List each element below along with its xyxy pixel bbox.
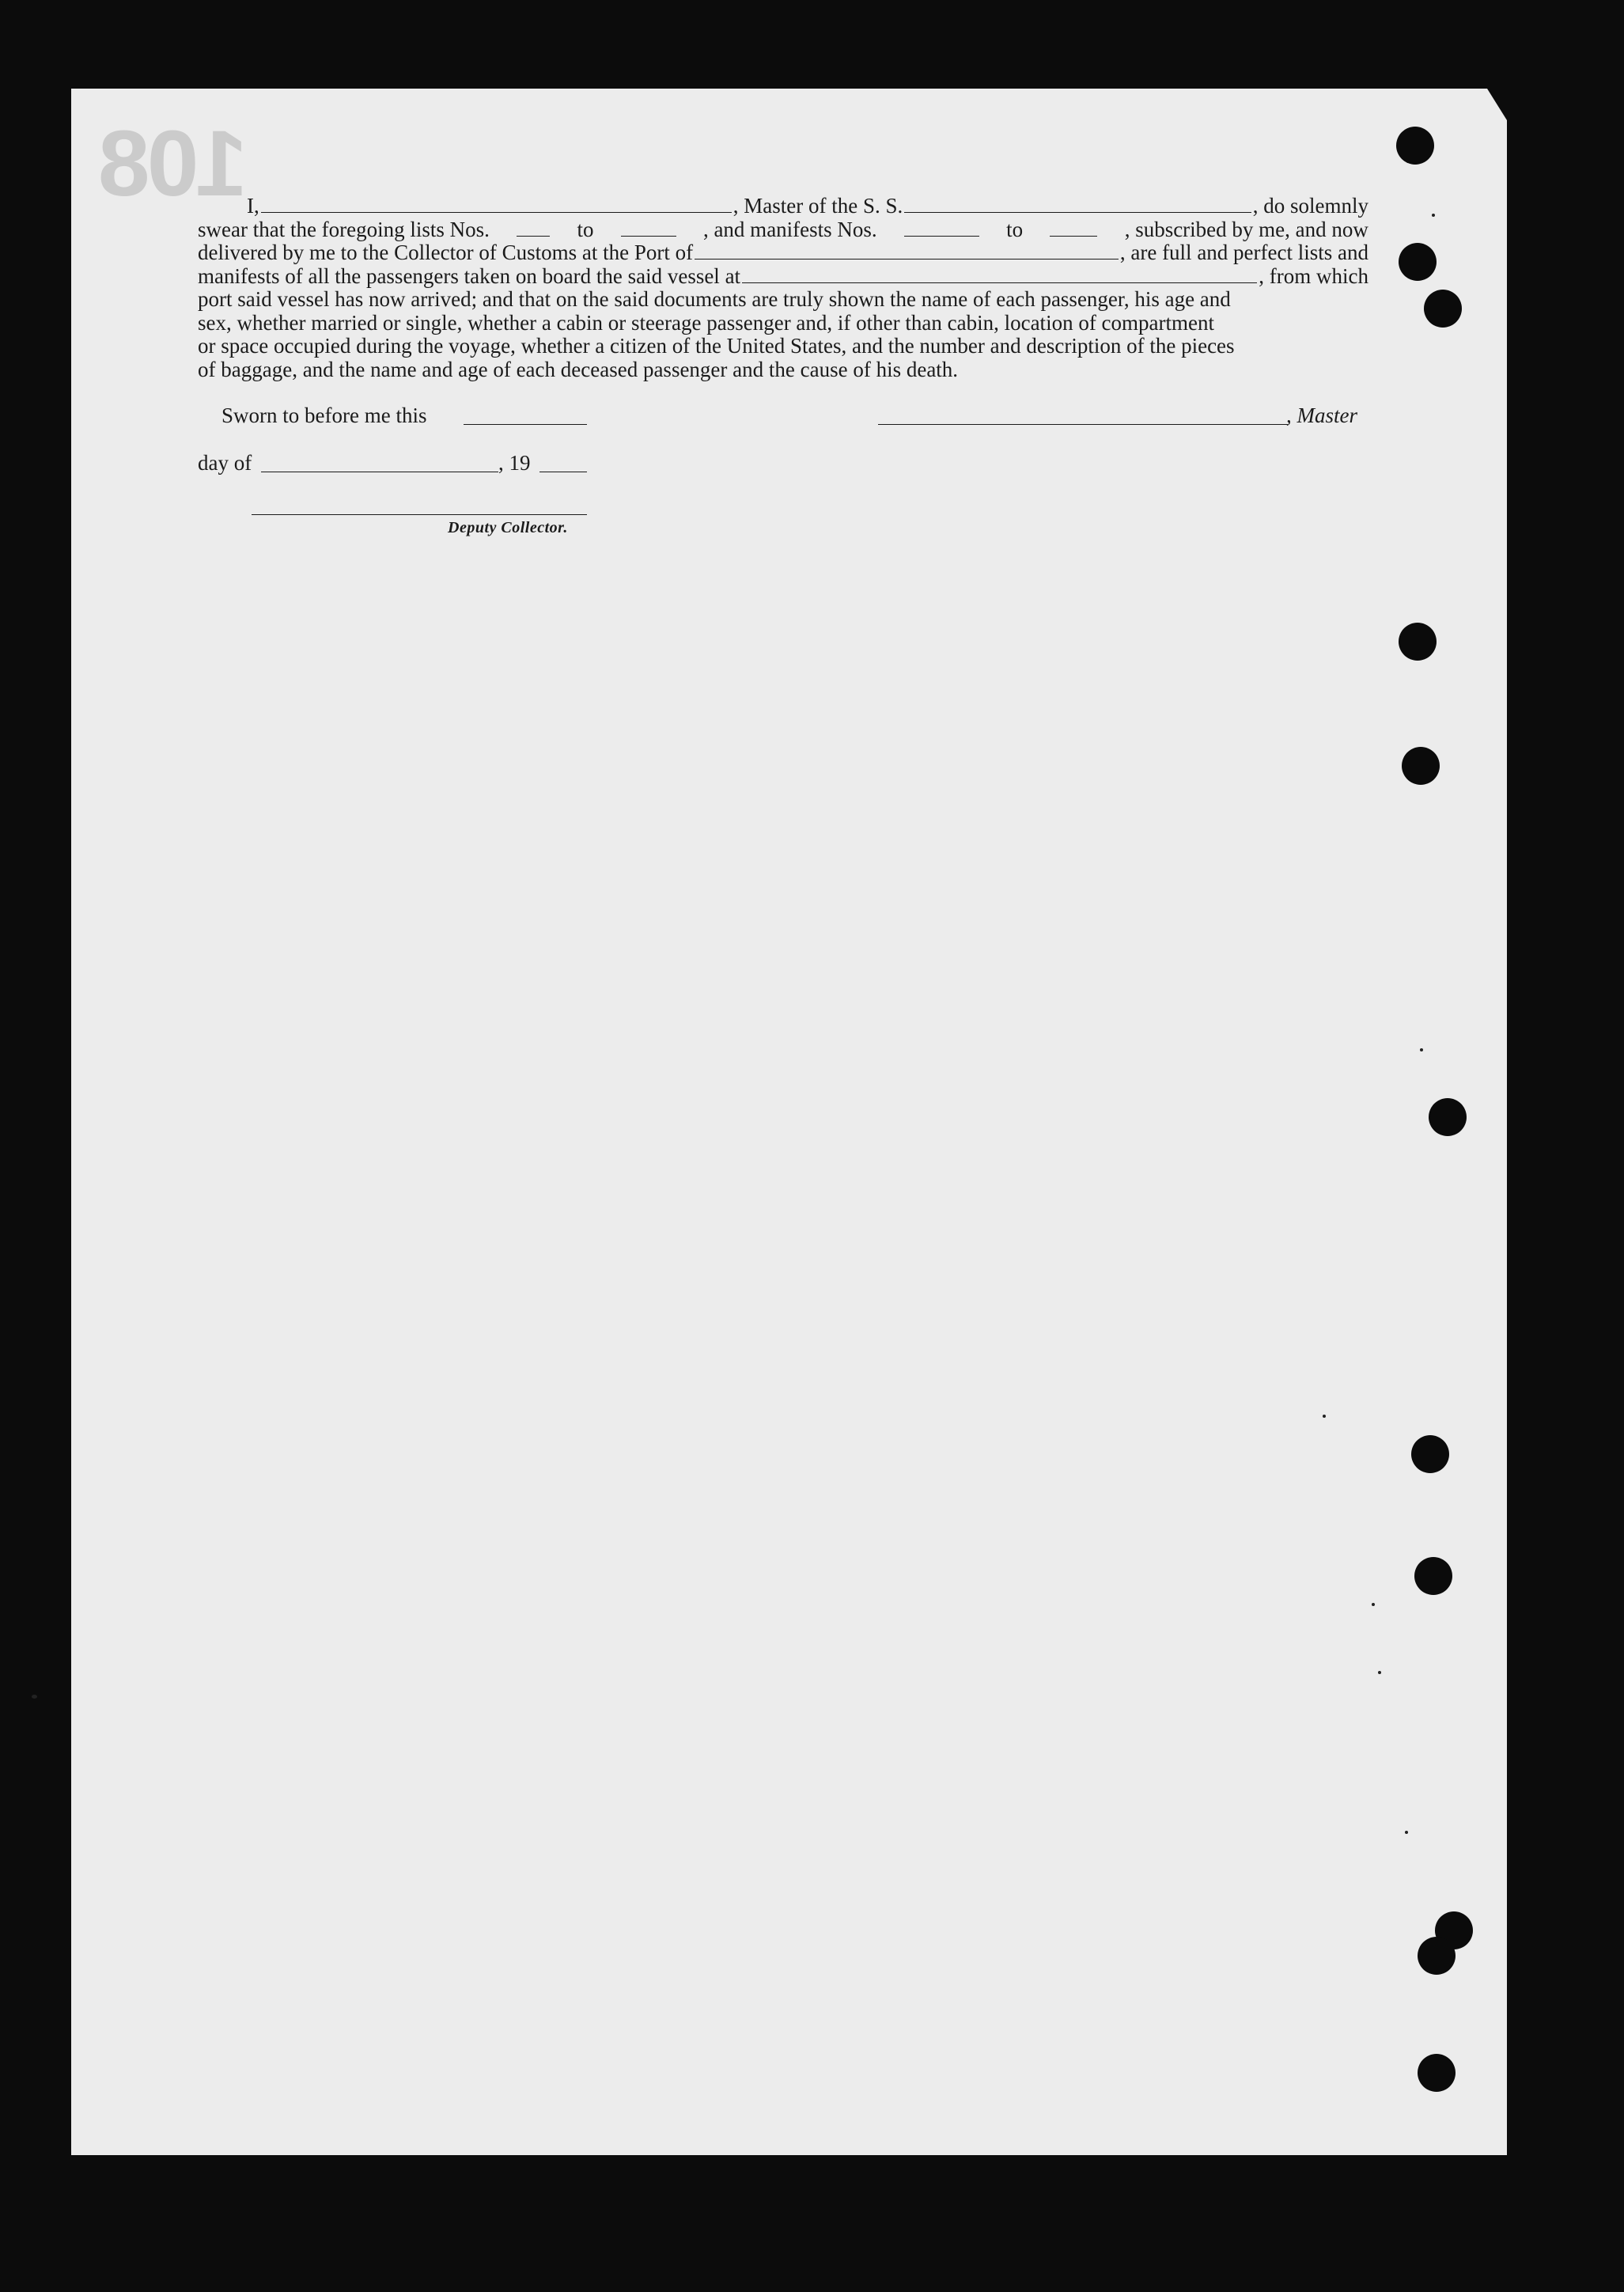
paper-speck xyxy=(1372,1603,1375,1606)
lists-to-blank[interactable] xyxy=(621,235,676,237)
paper-speck xyxy=(1432,214,1435,217)
form-sheet xyxy=(71,89,1507,2155)
master-name-blank[interactable] xyxy=(261,211,732,213)
oath-line-2: swear that the foregoing lists Nos. to , and manifests Nos. to , subscribed by me, and now xyxy=(198,217,1368,241)
manifests-to-blank[interactable] xyxy=(1050,235,1097,237)
oath-line-6: sex, whether married or single, whether a cabin or steerage passenger and, if other than cabin, location of compartment xyxy=(198,310,1215,335)
oath-line-4: manifests of all the passengers taken on board the said vessel at , from which xyxy=(198,263,1368,288)
oath-paragraph xyxy=(198,195,1368,381)
year-label: , 19 xyxy=(498,451,531,475)
binder-hole xyxy=(1411,1435,1449,1473)
paper-speck xyxy=(1420,1048,1423,1051)
oath-line-5: port said vessel has now arrived; and that on the said documents are truly shown the name of each passenger, his age and xyxy=(198,287,1231,311)
binder-hole xyxy=(1429,1098,1467,1136)
manifests-from-blank[interactable] xyxy=(904,235,979,237)
binder-hole xyxy=(1399,623,1437,661)
paper-speck xyxy=(1405,1831,1408,1834)
oath-line-3: delivered by me to the Collector of Customs at the Port of , are full and perfect lists and xyxy=(198,241,1368,264)
sworn-day-blank[interactable] xyxy=(464,424,587,425)
binder-hole xyxy=(1424,290,1462,328)
binder-hole xyxy=(1402,747,1440,785)
master-signature-blank[interactable] xyxy=(878,424,1288,425)
paper-speck xyxy=(32,1695,37,1699)
sworn-label: Sworn to before me this xyxy=(221,403,427,427)
binder-hole xyxy=(1418,2054,1456,2092)
deputy-collector-label: Deputy Collector. xyxy=(448,519,568,536)
binder-hole xyxy=(1399,243,1437,281)
paper-speck xyxy=(1323,1415,1326,1418)
oath-line-7: or space occupied during the voyage, whether a citizen of the United States, and the number and description of the pieces xyxy=(198,334,1235,358)
ship-name-blank[interactable] xyxy=(904,211,1251,213)
oath-line-1: I, , Master of the S. S. , do solemnly xyxy=(247,194,1368,218)
page-number-stamp: 108 xyxy=(101,112,248,216)
oath-line-8: of baggage, and the name and age of each deceased passenger and the cause of his death. xyxy=(198,357,959,381)
port-blank[interactable] xyxy=(695,258,1119,260)
deputy-signature-blank[interactable] xyxy=(252,514,587,515)
day-of-label: day of xyxy=(198,451,252,475)
binder-hole xyxy=(1418,1937,1456,1975)
embark-port-blank[interactable] xyxy=(742,282,1257,283)
lists-from-blank[interactable] xyxy=(517,235,550,237)
paper-speck xyxy=(1378,1671,1381,1674)
binder-hole xyxy=(1396,127,1434,165)
master-signature-label: , Master xyxy=(1286,403,1357,427)
binder-hole xyxy=(1414,1557,1452,1595)
